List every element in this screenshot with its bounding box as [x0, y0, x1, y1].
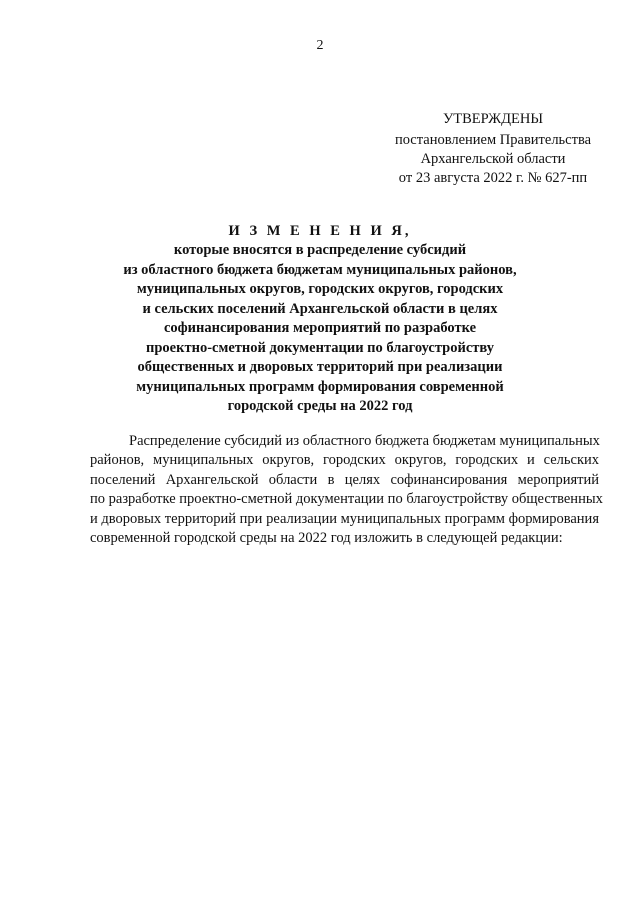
title-line: которые вносятся в распределение субсидий: [173, 242, 467, 258]
approval-line: постановлением Правительства: [394, 132, 592, 148]
title-line: софинансирования мероприятий по разработке: [163, 320, 477, 336]
paragraph-line: Распределение субсидий из областного бюджета бюджетам муниципальных: [129, 433, 600, 449]
paragraph-line: и дворовых территорий при реализации муниципальных программ формирования: [90, 510, 599, 527]
paragraph-line: по разработке проектно-сметной документации по благоустройству общественных: [90, 491, 603, 508]
approval-date-line: от 23 августа 2022 г. № 627-пп: [398, 170, 588, 186]
title-line: муниципальных округов, городских округов, городских: [136, 281, 504, 297]
title-line: муниципальных программ формирования современной: [136, 378, 504, 395]
paragraph-line: поселений Архангельской области в целях софинансирования мероприятий: [90, 471, 599, 488]
title-line: проектно-сметной документации по благоустройству: [146, 339, 494, 356]
page-number: 2: [316, 38, 324, 53]
title-line: общественных и дворовых территорий при реализации: [137, 359, 503, 375]
title-heading: И З М Е Н Е Н И Я,: [228, 223, 412, 239]
title-line: городской среды на 2022 год: [227, 398, 413, 414]
approval-line: Архангельской области: [420, 151, 566, 167]
title-line: и сельских поселений Архангельской области в целях: [142, 300, 498, 317]
approval-heading: УТВЕРЖДЕНЫ: [442, 111, 544, 127]
paragraph-line: районов, муниципальных округов, городских округов, городских и сельских: [90, 452, 599, 469]
document-title: [60, 221, 580, 417]
body-paragraph: [90, 432, 603, 548]
title-line: из областного бюджета бюджетам муниципальных районов,: [123, 261, 517, 278]
approval-stamp: [360, 110, 626, 188]
paragraph-line: современной городской среды на 2022 год изложить в следующей редакции:: [90, 530, 563, 547]
